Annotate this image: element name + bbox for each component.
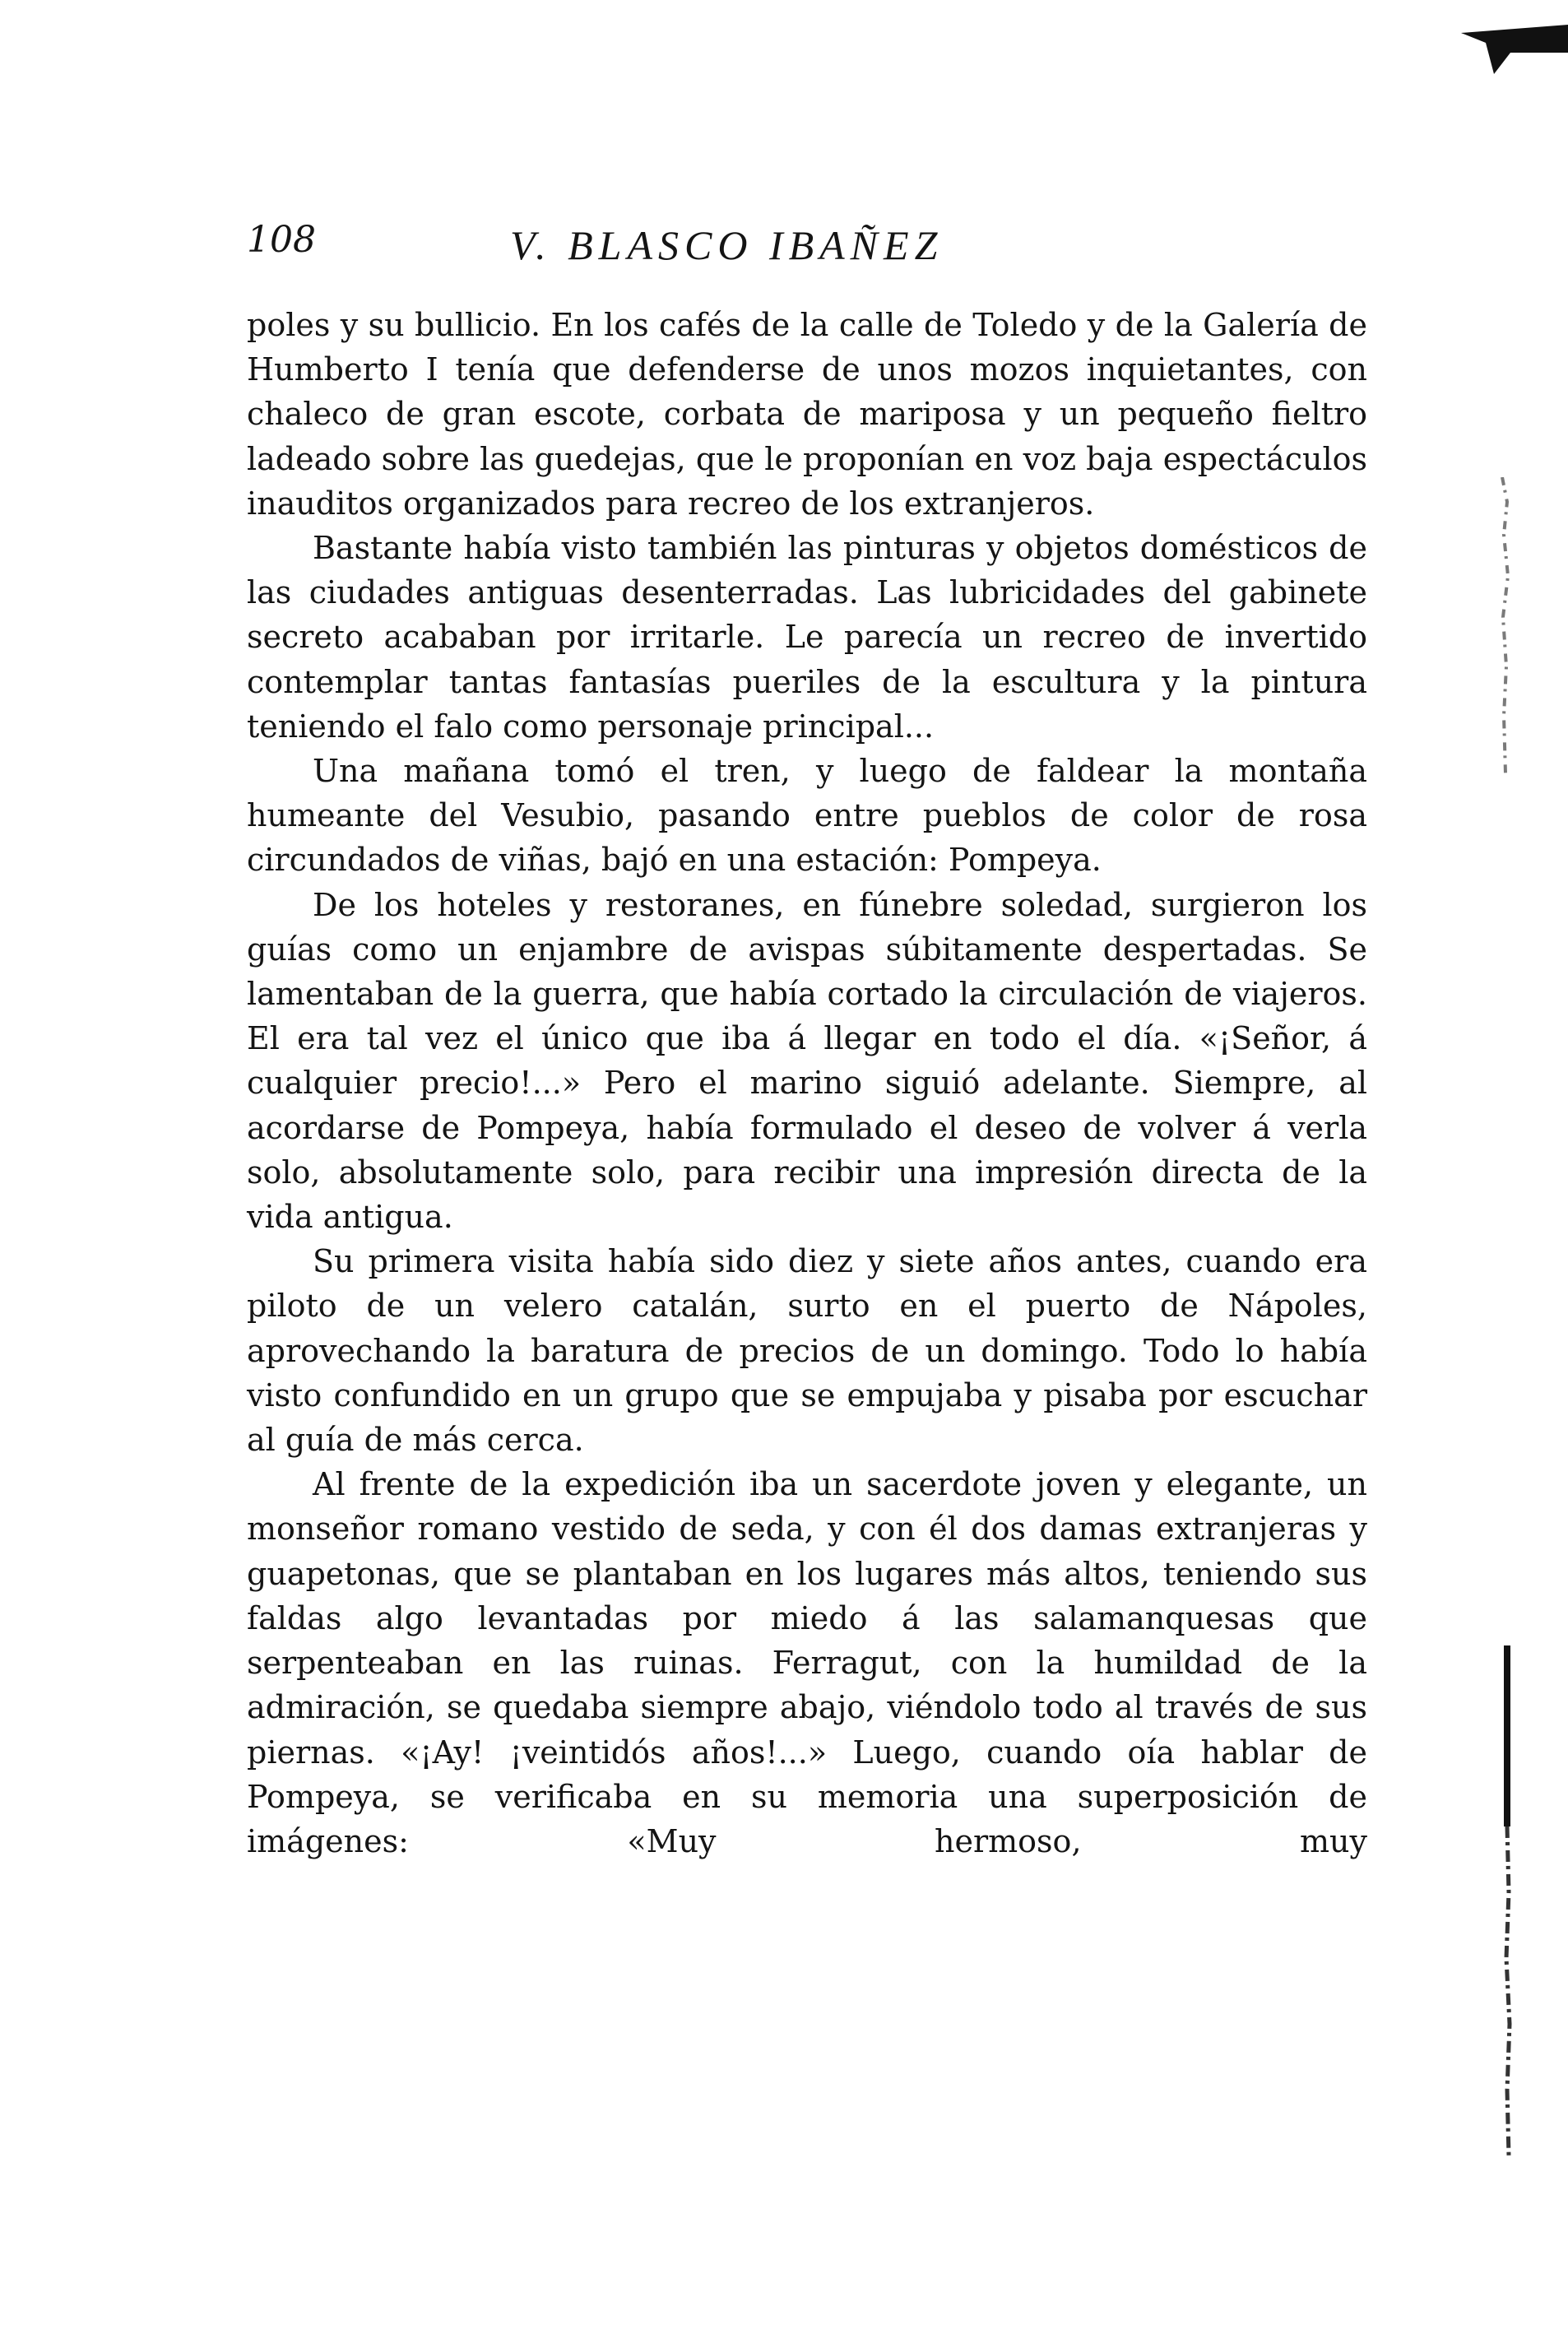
paragraph: poles y su bullicio. En los cafés de la calle de Toledo y de la Galería de Humberto I tenía que defenderse de unos mozos inquietantes, con chaleco de gran escote, corbata de mariposa y un pequeño fieltro ladeado sobre las guedejas, que le proponían en voz baja espectáculos inauditos organizados para recreo de los extranjeros.	[247, 307, 1367, 522]
paragraph: De los hoteles y restoranes, en fúnebre soledad, surgieron los guías como un enjambre de avispas súbitamente despertadas. Se lamentaban de la guerra, que había cortado la circulación de viajeros. El era tal vez el único que iba á llegar en todo el día. «¡Señor, á cualquier precio!...» Pero el marino siguió adelante. Siempre, al acordarse de Pompeya, había formulado el deseo de volver á verla solo, absolutamente solo, para recibir una impresión directa de la vida antigua.	[247, 886, 1367, 1236]
running-title: V. BLASCO IBAÑEZ	[510, 222, 944, 268]
page-number: 108	[247, 219, 316, 261]
scan-edge-mark-upper	[1499, 477, 1510, 773]
paragraph: Bastante había visto también las pinturas y objetos domésticos de las ciudades antiguas desenterradas. Las lubricidades del gabinete secreto acababan por irritarle. Le parecía un recreo de invertido contemplar tantas fantasías pueriles de la escultura y la pintura teniendo el falo como personaje principal...	[247, 530, 1367, 745]
paragraph: Su primera visita había sido diez y siete años antes, cuando era piloto de un velero catalán, surto en el puerto de Nápoles, aprovechando la baratura de precios de un domingo. Todo lo había visto confundido en un grupo que se empujaba y pisaba por escuchar al guía de más cerca.	[247, 1243, 1367, 1459]
scan-edge-mark-lower	[1502, 1645, 1514, 2156]
page-header	[247, 216, 1357, 281]
paragraph: Una mañana tomó el tren, y luego de faldear la montaña humeante del Vesubio, pasando entre pueblos de color de rosa circundados de viñas, bajó en una estación: Pompeya.	[247, 753, 1367, 879]
body-text	[247, 303, 1367, 1864]
paragraph: Al frente de la expedición iba un sacerdote joven y elegante, un monseñor romano vestido de seda, y con él dos damas extranjeras y guapetonas, que se plantaban en los lugares más altos, teniendo sus faldas algo levantadas por miedo á las salamanquesas que serpenteaban en las ruinas. Ferragut, con la humildad de la admiración, se quedaba siempre abajo, viéndolo todo al través de sus piernas. «¡Ay! ¡veintidós años!...» Luego, cuando oía hablar de Pompeya, se verificaba en su memoria una superposición de imágenes: «Muy hermoso, muy	[247, 1466, 1367, 1859]
scan-corner-mark	[1461, 25, 1568, 74]
